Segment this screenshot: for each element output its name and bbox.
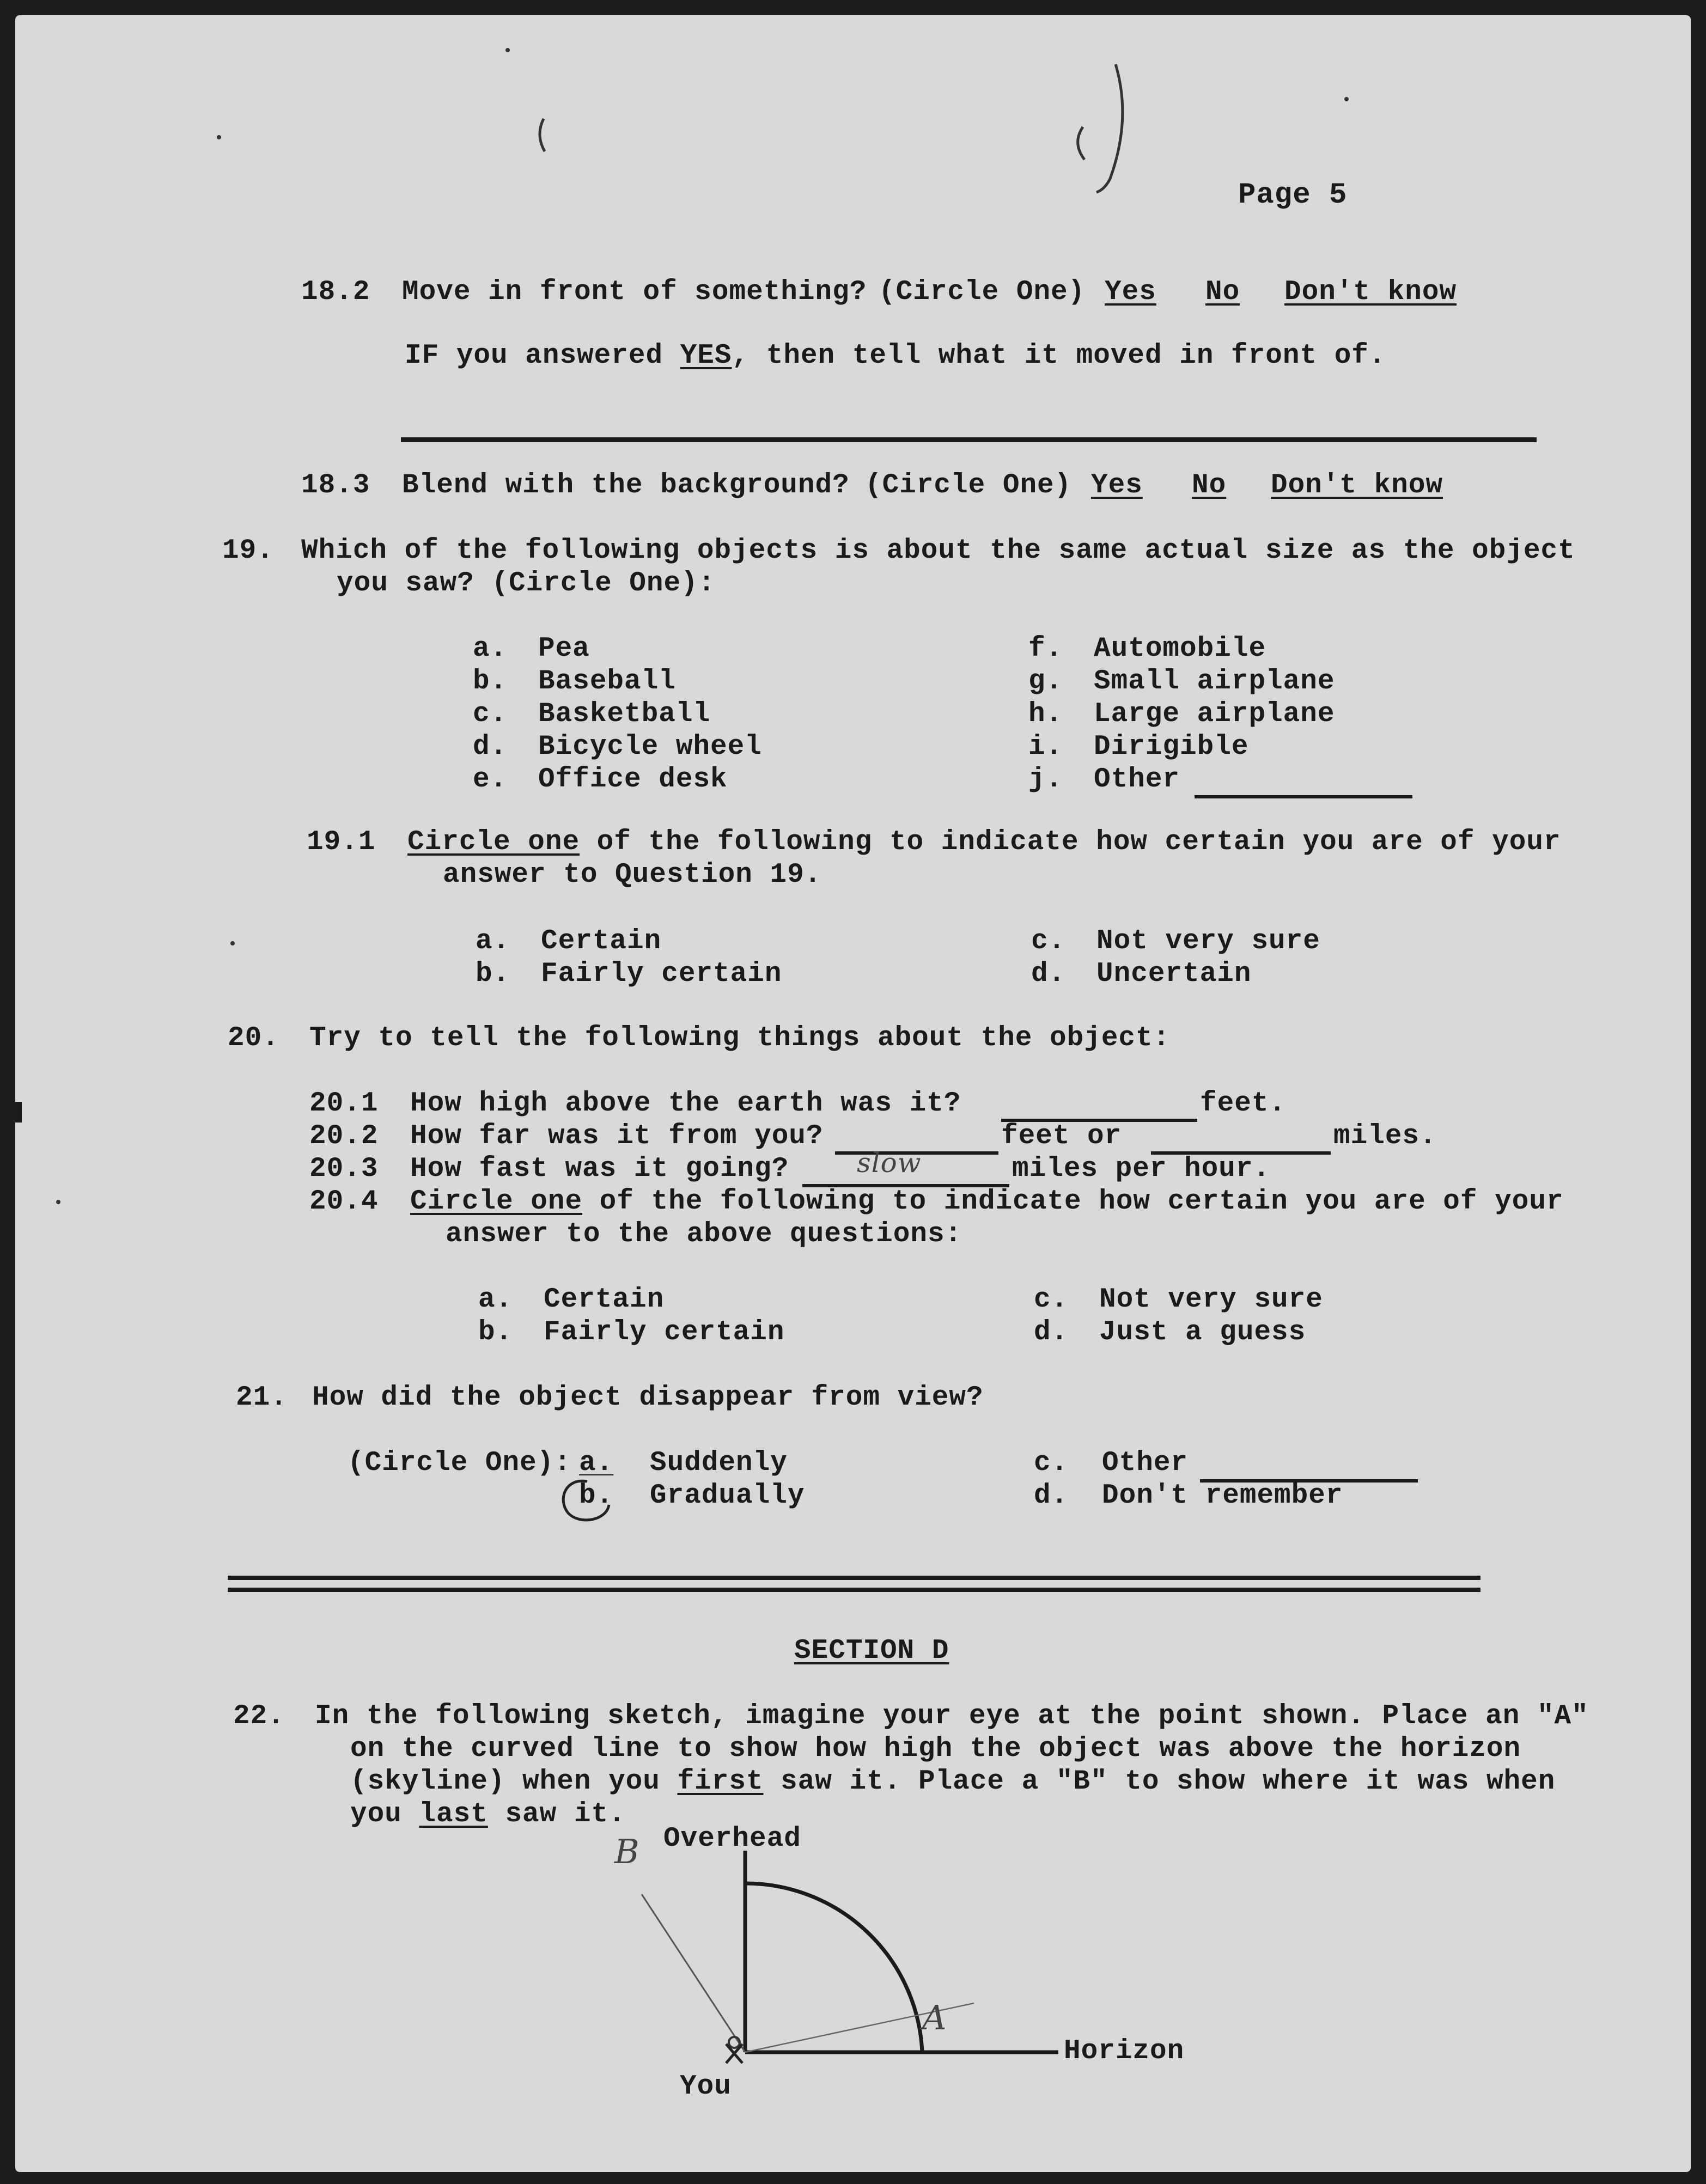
handwritten-mark-b[interactable]: B xyxy=(614,1832,640,1871)
q19-option-office-desk[interactable]: Office desk xyxy=(538,764,728,795)
q20-option-letter: d. xyxy=(1034,1317,1069,1348)
q20-option-just-a-guess[interactable]: Just a guess xyxy=(1099,1317,1306,1348)
q21-hand-circle-mark xyxy=(555,1475,620,1529)
q19-option-letter: h. xyxy=(1028,699,1063,730)
q20-option-letter: c. xyxy=(1034,1284,1069,1315)
q22-number: 22. xyxy=(233,1701,285,1732)
q19-option-pea[interactable]: Pea xyxy=(538,633,590,664)
top-hand-marks xyxy=(505,59,1159,200)
q19-option-baseball[interactable]: Baseball xyxy=(538,666,676,697)
q18-3-text: Blend with the background? xyxy=(402,470,850,501)
q18-2-option-yes[interactable]: Yes xyxy=(1105,277,1156,308)
q20-2-text: How far was it from you? xyxy=(410,1121,824,1152)
q21-circle-one: (Circle One): xyxy=(348,1448,571,1479)
q20-2-unit-feet: feet or xyxy=(1001,1121,1122,1152)
q18-3-option-no[interactable]: No xyxy=(1192,470,1227,501)
q19-line1: Which of the following objects is about the same actual size as the object xyxy=(301,535,1575,566)
q20-option-not-very-sure[interactable]: Not very sure xyxy=(1099,1284,1323,1315)
speck xyxy=(217,135,221,139)
q21-option-letter: c. xyxy=(1034,1448,1069,1479)
q18-3-option-dont-know[interactable]: Don't know xyxy=(1271,470,1443,501)
q20-text: Try to tell the following things about the object: xyxy=(309,1023,1171,1054)
q19-option-small-airplane[interactable]: Small airplane xyxy=(1094,666,1335,697)
sketch-label-horizon: Horizon xyxy=(1064,2036,1185,2067)
q19-option-automobile[interactable]: Automobile xyxy=(1094,633,1266,664)
q22-line1: In the following sketch, imagine your eye at the point shown. Place an "A" xyxy=(315,1701,1589,1732)
speck xyxy=(56,1200,60,1204)
q22-line2: on the curved line to show how high the object was above the horizon xyxy=(350,1734,1521,1765)
q19-1-option-letter: c. xyxy=(1031,926,1066,957)
q20-3-unit: miles per hour. xyxy=(1012,1154,1271,1185)
q21-option-other[interactable]: Other xyxy=(1102,1448,1189,1479)
q19-other-blank[interactable] xyxy=(1195,795,1412,798)
q19-option-other[interactable]: Other xyxy=(1094,764,1180,795)
q19-option-large-airplane[interactable]: Large airplane xyxy=(1094,699,1335,730)
q22-line4: you last saw it. xyxy=(350,1799,626,1830)
eye-point-icon xyxy=(718,2030,751,2069)
q19-option-basketball[interactable]: Basketball xyxy=(538,699,711,730)
q20-4-line1: Circle one of the following to indicate how certain you are of your xyxy=(410,1186,1564,1217)
q21-option-dont-remember[interactable]: Don't remember xyxy=(1102,1480,1343,1511)
q20-option-letter: b. xyxy=(478,1317,513,1348)
q20-2-unit-miles: miles. xyxy=(1333,1121,1437,1152)
q19-line2: you saw? (Circle One): xyxy=(337,568,716,599)
section-divider xyxy=(228,1576,1480,1580)
q19-1-option-uncertain[interactable]: Uncertain xyxy=(1096,959,1252,990)
q19-number: 19. xyxy=(222,535,274,566)
q20-1-unit: feet. xyxy=(1200,1088,1287,1119)
section-divider xyxy=(228,1588,1480,1592)
q20-number: 20. xyxy=(228,1023,279,1054)
q18-2-followup: IF you answered YES, then tell what it moved in front of. xyxy=(405,340,1386,371)
speck xyxy=(505,48,510,52)
q18-2-answer-line[interactable] xyxy=(401,437,1537,442)
q19-1-line2: answer to Question 19. xyxy=(443,859,822,890)
q20-option-fairly-certain[interactable]: Fairly certain xyxy=(544,1317,785,1348)
q19-option-letter: f. xyxy=(1028,633,1063,664)
q18-2-option-no[interactable]: No xyxy=(1205,277,1240,308)
q19-1-option-not-very-sure[interactable]: Not very sure xyxy=(1096,926,1320,957)
q21-text: How did the object disappear from view? xyxy=(312,1382,984,1413)
q21-option-letter: d. xyxy=(1034,1480,1069,1511)
q22-line3: (skyline) when you first saw it. Place a "B" to show where it was when xyxy=(350,1766,1556,1797)
q18-3-number: 18.3 xyxy=(301,470,370,501)
q20-1-text: How high above the earth was it? xyxy=(410,1088,961,1119)
q19-option-letter: i. xyxy=(1028,731,1063,762)
q20-option-letter: a. xyxy=(478,1284,513,1315)
q18-2-text: Move in front of something? xyxy=(402,277,867,308)
q19-option-bicycle-wheel[interactable]: Bicycle wheel xyxy=(538,731,762,762)
q21-option-gradually[interactable]: Gradually xyxy=(650,1480,805,1511)
q18-2-option-dont-know[interactable]: Don't know xyxy=(1284,277,1457,308)
q19-option-letter: b. xyxy=(473,666,508,697)
sketch-label-you: You xyxy=(680,2071,732,2102)
q20-4-line2: answer to the above questions: xyxy=(446,1219,962,1250)
q20-3-number: 20.3 xyxy=(309,1154,379,1185)
q20-1-number: 20.1 xyxy=(309,1088,379,1119)
q21-option-suddenly[interactable]: Suddenly xyxy=(650,1448,788,1479)
q19-1-number: 19.1 xyxy=(307,827,376,858)
q19-option-letter: a. xyxy=(473,633,508,664)
q19-option-letter: j. xyxy=(1028,764,1063,795)
q20-3-handwritten-answer[interactable]: slow xyxy=(857,1147,922,1179)
q19-1-option-letter: d. xyxy=(1031,959,1066,990)
q21-option-letter: b. xyxy=(579,1480,614,1511)
q20-4-number: 20.4 xyxy=(309,1186,379,1217)
q20-option-certain[interactable]: Certain xyxy=(544,1284,665,1315)
speck xyxy=(1344,97,1349,101)
section-d-title: SECTION D xyxy=(794,1636,949,1667)
handwritten-mark-a[interactable]: A xyxy=(922,1998,947,2037)
q19-option-letter: d. xyxy=(473,731,508,762)
q19-option-dirigible[interactable]: Dirigible xyxy=(1094,731,1249,762)
q19-option-letter: e. xyxy=(473,764,508,795)
questionnaire-page xyxy=(15,15,1691,2172)
q20-2-number: 20.2 xyxy=(309,1121,379,1152)
q20-3-text: How fast was it going? xyxy=(410,1154,789,1185)
q19-option-letter: g. xyxy=(1028,666,1063,697)
q18-3-circle-one: (Circle One) xyxy=(865,470,1072,501)
q19-1-option-letter: b. xyxy=(476,959,510,990)
speck xyxy=(230,941,235,945)
page-number: Page 5 xyxy=(1238,179,1348,212)
q18-2-circle-one: (Circle One) xyxy=(879,277,1086,308)
q19-1-line1: Circle one of the following to indicate how certain you are of your xyxy=(407,827,1561,858)
edge-mark xyxy=(15,1102,22,1122)
q21-option-letter: a. xyxy=(579,1448,614,1479)
q19-option-letter: c. xyxy=(473,699,508,730)
q21-number: 21. xyxy=(236,1382,288,1413)
q19-1-option-certain[interactable]: Certain xyxy=(541,926,662,957)
q19-1-option-fairly-certain[interactable]: Fairly certain xyxy=(541,959,782,990)
q18-2-number: 18.2 xyxy=(301,277,370,308)
q19-1-option-letter: a. xyxy=(476,926,510,957)
sketch-label-overhead: Overhead xyxy=(663,1823,801,1854)
q18-3-option-yes[interactable]: Yes xyxy=(1091,470,1143,501)
